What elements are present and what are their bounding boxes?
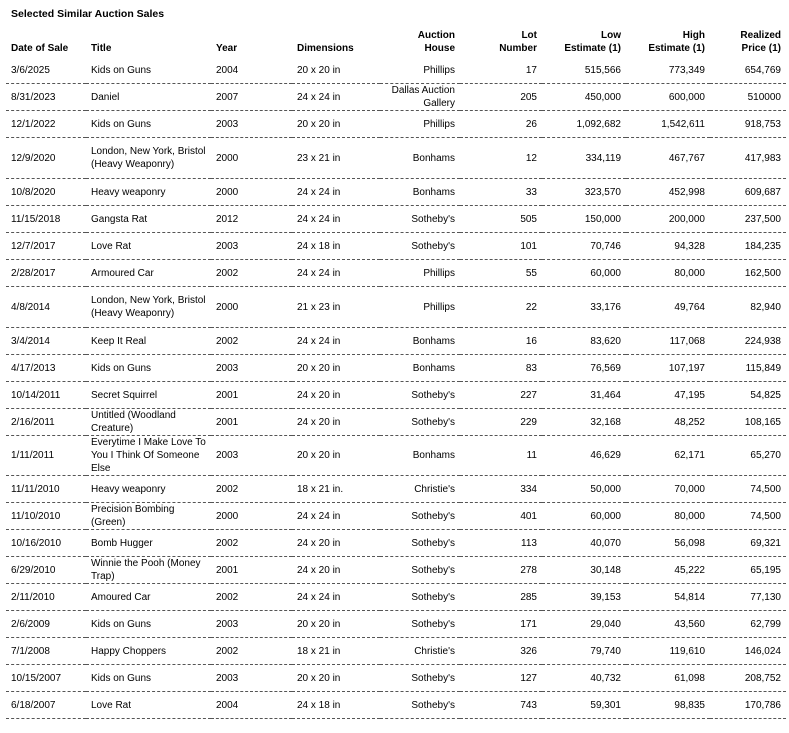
- cell-high-estimate: 54,814: [674, 591, 705, 603]
- cell-dimensions: 24 x 20 in: [297, 389, 341, 401]
- cell-title: Gangsta Rat: [91, 213, 148, 225]
- cell-realized-price: 74,500: [750, 510, 781, 522]
- cell-title: Kids on Guns: [91, 362, 152, 374]
- cell-low-estimate: 79,740: [590, 645, 621, 657]
- cell-lot-number: 17: [525, 64, 537, 76]
- table-heading: Selected Similar Auction Sales: [11, 8, 165, 20]
- cell-year: 2001: [216, 416, 239, 428]
- cell-auction-house: Bonhams: [412, 450, 455, 461]
- auction-sales-table: [6, 22, 786, 719]
- cell-high-estimate: 98,835: [674, 699, 705, 711]
- cell-date-of-sale: 12/7/2017: [11, 240, 56, 252]
- cell-lot-number: 22: [525, 301, 537, 313]
- cell-lot-number: 55: [525, 267, 537, 279]
- cell-lot-number: 33: [525, 186, 537, 198]
- cell-realized-price: 82,940: [750, 301, 781, 313]
- cell-low-estimate: 70,746: [590, 240, 621, 252]
- cell-lot-number: 285: [520, 591, 537, 603]
- cell-dimensions: 24 x 24 in: [297, 335, 341, 347]
- cell-realized-price: 417,983: [744, 152, 781, 164]
- col-header-lot-number: Lot Number: [499, 30, 537, 54]
- cell-year: 2004: [216, 699, 239, 711]
- cell-title: Kids on Guns: [91, 64, 152, 76]
- cell-low-estimate: 40,070: [590, 537, 621, 549]
- cell-high-estimate: 56,098: [674, 537, 705, 549]
- table-row: [6, 436, 786, 476]
- cell-low-estimate: 334,119: [585, 152, 621, 164]
- cell-low-estimate: 46,629: [590, 450, 621, 461]
- table-row: [6, 328, 786, 355]
- cell-dimensions: 24 x 18 in: [297, 699, 341, 711]
- cell-realized-price: 69,321: [750, 537, 781, 549]
- cell-dimensions: 18 x 21 in.: [297, 483, 344, 495]
- cell-realized-price: 146,024: [744, 645, 781, 657]
- cell-auction-house: Sotheby's: [411, 240, 455, 252]
- cell-date-of-sale: 3/6/2025: [11, 64, 50, 76]
- cell-title: Daniel: [91, 91, 120, 103]
- cell-high-estimate: 467,767: [668, 152, 705, 164]
- cell-lot-number: 16: [525, 335, 537, 347]
- cell-low-estimate: 33,176: [590, 301, 621, 313]
- cell-realized-price: 77,130: [750, 591, 781, 603]
- cell-dimensions: 20 x 20 in: [297, 118, 341, 130]
- cell-realized-price: 62,799: [750, 618, 781, 630]
- cell-low-estimate: 31,464: [590, 389, 621, 401]
- cell-year: 2012: [216, 213, 239, 225]
- cell-lot-number: 11: [526, 450, 537, 461]
- table-row: [6, 476, 786, 503]
- cell-dimensions: 24 x 24 in: [297, 267, 341, 279]
- table-row: [6, 287, 786, 328]
- cell-dimensions: 24 x 24 in: [297, 186, 341, 198]
- cell-auction-house: Sotheby's: [411, 213, 455, 225]
- cell-high-estimate: 80,000: [674, 510, 705, 522]
- cell-year: 2003: [216, 362, 239, 374]
- cell-auction-house: Sotheby's: [411, 564, 455, 576]
- cell-title: Bomb Hugger: [91, 537, 153, 549]
- cell-high-estimate: 45,222: [674, 564, 705, 576]
- col-header-low-estimate: Low Estimate (1): [564, 30, 621, 54]
- cell-year: 2000: [216, 510, 239, 522]
- cell-date-of-sale: 7/1/2008: [11, 645, 50, 657]
- cell-date-of-sale: 6/18/2007: [11, 699, 56, 711]
- cell-dimensions: 24 x 24 in: [297, 91, 341, 103]
- cell-lot-number: 205: [520, 91, 537, 103]
- cell-date-of-sale: 4/8/2014: [11, 301, 50, 313]
- cell-realized-price: 74,500: [750, 483, 781, 495]
- cell-auction-house: Christie's: [414, 645, 455, 657]
- cell-high-estimate: 48,252: [674, 416, 705, 428]
- cell-date-of-sale: 1/11/2011: [11, 450, 55, 461]
- cell-date-of-sale: 2/16/2011: [11, 416, 55, 428]
- col-header-realized-price: Realized Price (1): [740, 30, 781, 54]
- cell-title: London, New York, Bristol (Heavy Weaponry): [91, 146, 206, 170]
- cell-realized-price: 162,500: [744, 267, 781, 279]
- cell-realized-price: 54,825: [750, 389, 781, 401]
- cell-low-estimate: 30,148: [590, 564, 621, 576]
- cell-high-estimate: 600,000: [668, 91, 705, 103]
- cell-low-estimate: 59,301: [590, 699, 621, 711]
- cell-year: 2002: [216, 335, 239, 347]
- cell-dimensions: 24 x 20 in: [297, 416, 341, 428]
- cell-title: Amoured Car: [91, 591, 151, 603]
- cell-high-estimate: 47,195: [674, 389, 705, 401]
- cell-title: London, New York, Bristol (Heavy Weaponry): [91, 295, 206, 319]
- cell-auction-house: Bonhams: [412, 152, 455, 164]
- cell-date-of-sale: 2/28/2017: [11, 267, 56, 279]
- cell-lot-number: 334: [520, 483, 537, 495]
- cell-lot-number: 12: [525, 152, 537, 164]
- table-row: [6, 382, 786, 409]
- table-row: [6, 179, 786, 206]
- col-header-high-estimate: High Estimate (1): [648, 30, 705, 54]
- table-row: [6, 638, 786, 665]
- cell-title: Untitled (Woodland Creature): [91, 410, 176, 434]
- cell-title: Love Rat: [91, 240, 132, 252]
- cell-dimensions: 24 x 24 in: [297, 591, 341, 603]
- cell-lot-number: 26: [525, 118, 537, 130]
- cell-low-estimate: 50,000: [590, 483, 621, 495]
- cell-dimensions: 24 x 24 in: [297, 213, 341, 225]
- cell-low-estimate: 1,092,682: [576, 118, 621, 130]
- cell-auction-house: Phillips: [423, 118, 455, 130]
- cell-year: 2003: [216, 240, 239, 252]
- cell-title: Keep It Real: [91, 335, 147, 347]
- table-row: [6, 111, 786, 138]
- cell-date-of-sale: 2/11/2010: [11, 591, 55, 603]
- cell-auction-house: Bonhams: [412, 362, 455, 374]
- cell-lot-number: 127: [520, 672, 537, 684]
- cell-year: 2000: [216, 301, 239, 313]
- cell-auction-house: Sotheby's: [411, 618, 455, 630]
- cell-high-estimate: 61,098: [674, 672, 705, 684]
- cell-high-estimate: 452,998: [668, 186, 705, 198]
- cell-dimensions: 18 x 21 in: [297, 645, 341, 657]
- cell-high-estimate: 49,764: [674, 301, 705, 313]
- cell-date-of-sale: 6/29/2010: [11, 564, 56, 576]
- cell-year: 2007: [216, 91, 239, 103]
- cell-date-of-sale: 4/17/2013: [11, 362, 56, 374]
- table-row: [6, 557, 786, 584]
- cell-title: Heavy weaponry: [91, 186, 166, 198]
- cell-high-estimate: 94,328: [674, 240, 705, 252]
- table-row: [6, 584, 786, 611]
- cell-lot-number: 278: [520, 564, 537, 576]
- cell-realized-price: 65,270: [750, 450, 781, 461]
- table-row: [6, 84, 786, 111]
- cell-lot-number: 505: [520, 213, 537, 225]
- cell-year: 2001: [216, 389, 239, 401]
- cell-year: 2000: [216, 186, 239, 198]
- cell-high-estimate: 80,000: [674, 267, 705, 279]
- cell-dimensions: 23 x 21 in: [297, 152, 341, 164]
- table-row: [6, 503, 786, 530]
- cell-auction-house: Bonhams: [412, 186, 455, 198]
- cell-auction-house: Christie's: [414, 483, 455, 495]
- cell-high-estimate: 773,349: [668, 64, 705, 76]
- cell-low-estimate: 32,168: [590, 416, 621, 428]
- cell-title: Secret Squirrel: [91, 389, 158, 401]
- cell-low-estimate: 150,000: [584, 213, 621, 225]
- cell-lot-number: 326: [520, 645, 537, 657]
- cell-low-estimate: 76,569: [590, 362, 621, 374]
- cell-realized-price: 184,235: [744, 240, 781, 252]
- col-header-dimensions: Dimensions: [297, 43, 354, 54]
- cell-lot-number: 101: [520, 240, 537, 252]
- cell-title: Love Rat: [91, 699, 132, 711]
- cell-low-estimate: 450,000: [584, 91, 621, 103]
- cell-dimensions: 24 x 20 in: [297, 564, 341, 576]
- cell-lot-number: 83: [525, 362, 537, 374]
- cell-year: 2003: [216, 450, 239, 461]
- cell-auction-house: Sotheby's: [411, 510, 455, 522]
- cell-low-estimate: 83,620: [590, 335, 621, 347]
- cell-auction-house: Sotheby's: [411, 537, 455, 549]
- cell-realized-price: 237,500: [744, 213, 781, 225]
- cell-high-estimate: 107,197: [668, 362, 705, 374]
- cell-title: Everytime I Make Love To You I Think Of Someone Else: [91, 437, 206, 474]
- cell-auction-house: Sotheby's: [411, 591, 455, 603]
- cell-lot-number: 171: [520, 618, 537, 630]
- cell-lot-number: 227: [520, 389, 537, 401]
- cell-high-estimate: 1,542,611: [661, 118, 705, 130]
- cell-title: Happy Choppers: [91, 645, 167, 657]
- cell-high-estimate: 70,000: [674, 483, 705, 495]
- cell-auction-house: Sotheby's: [411, 672, 455, 684]
- table-row: [6, 206, 786, 233]
- cell-dimensions: 20 x 20 in: [297, 672, 341, 684]
- cell-dimensions: 24 x 20 in: [297, 537, 341, 549]
- col-header-title: Title: [91, 43, 112, 54]
- cell-dimensions: 20 x 20 in: [297, 618, 341, 630]
- cell-realized-price: 208,752: [744, 672, 781, 684]
- cell-date-of-sale: 11/10/2010: [11, 510, 61, 522]
- table-row: [6, 138, 786, 179]
- cell-low-estimate: 29,040: [590, 618, 621, 630]
- cell-auction-house: Dallas Auction Gallery: [391, 85, 455, 109]
- cell-date-of-sale: 10/14/2011: [11, 389, 61, 401]
- cell-year: 2002: [216, 483, 239, 495]
- cell-dimensions: 24 x 18 in: [297, 240, 341, 252]
- cell-title: Kids on Guns: [91, 672, 152, 684]
- cell-realized-price: 115,849: [745, 362, 781, 374]
- cell-year: 2000: [216, 152, 239, 164]
- cell-date-of-sale: 10/8/2020: [11, 186, 56, 198]
- cell-low-estimate: 60,000: [590, 510, 621, 522]
- cell-date-of-sale: 10/16/2010: [11, 537, 62, 549]
- cell-year: 2002: [216, 645, 239, 657]
- cell-date-of-sale: 11/11/2010: [11, 483, 60, 495]
- cell-low-estimate: 323,570: [584, 186, 621, 198]
- table-row: [6, 260, 786, 287]
- cell-year: 2003: [216, 118, 239, 130]
- cell-date-of-sale: 12/9/2020: [11, 152, 56, 164]
- table-row: [6, 57, 786, 84]
- cell-date-of-sale: 11/15/2018: [11, 213, 61, 225]
- cell-high-estimate: 200,000: [668, 213, 705, 225]
- cell-year: 2003: [216, 672, 239, 684]
- cell-dimensions: 20 x 20 in: [297, 450, 341, 461]
- cell-lot-number: 229: [520, 416, 537, 428]
- cell-title: Kids on Guns: [91, 618, 152, 630]
- cell-realized-price: 108,165: [744, 416, 781, 428]
- cell-year: 2002: [216, 537, 239, 549]
- cell-auction-house: Phillips: [423, 267, 455, 279]
- cell-date-of-sale: 12/1/2022: [11, 118, 56, 130]
- cell-dimensions: 24 x 24 in: [297, 510, 341, 522]
- cell-dimensions: 20 x 20 in: [297, 362, 341, 374]
- cell-high-estimate: 119,610: [669, 645, 705, 657]
- cell-realized-price: 170,786: [744, 699, 781, 711]
- cell-date-of-sale: 2/6/2009: [11, 618, 50, 630]
- cell-title: Heavy weaponry: [91, 483, 166, 495]
- table-row: [6, 692, 786, 719]
- cell-dimensions: 20 x 20 in: [297, 64, 341, 76]
- cell-lot-number: 743: [520, 699, 537, 711]
- cell-title: Armoured Car: [91, 267, 154, 279]
- cell-realized-price: 65,195: [750, 564, 781, 576]
- header-row: [6, 22, 786, 57]
- cell-year: 2002: [216, 591, 239, 603]
- cell-realized-price: 609,687: [744, 186, 781, 198]
- cell-auction-house: Phillips: [423, 301, 455, 313]
- cell-high-estimate: 43,560: [674, 618, 705, 630]
- table-row: [6, 611, 786, 638]
- cell-realized-price: 510000: [747, 91, 781, 103]
- table-row: [6, 233, 786, 260]
- cell-auction-house: Sotheby's: [411, 389, 455, 401]
- cell-realized-price: 654,769: [744, 64, 781, 76]
- table-row: [6, 665, 786, 692]
- cell-low-estimate: 60,000: [590, 267, 621, 279]
- cell-high-estimate: 117,068: [669, 335, 705, 347]
- cell-lot-number: 113: [521, 537, 537, 549]
- cell-date-of-sale: 10/15/2007: [11, 672, 62, 684]
- cell-high-estimate: 62,171: [674, 450, 705, 461]
- cell-year: 2002: [216, 267, 239, 279]
- cell-auction-house: Phillips: [423, 64, 455, 76]
- cell-year: 2004: [216, 64, 239, 76]
- cell-realized-price: 224,938: [744, 335, 781, 347]
- cell-title: Precision Bombing (Green): [91, 504, 175, 528]
- cell-title: Winnie the Pooh (Money Trap): [91, 558, 201, 582]
- cell-low-estimate: 515,566: [584, 64, 621, 76]
- cell-lot-number: 401: [520, 510, 537, 522]
- cell-year: 2001: [216, 564, 239, 576]
- cell-dimensions: 21 x 23 in: [297, 301, 341, 313]
- table-row: [6, 409, 786, 436]
- cell-title: Kids on Guns: [91, 118, 152, 130]
- cell-date-of-sale: 3/4/2014: [11, 335, 50, 347]
- cell-realized-price: 918,753: [744, 118, 781, 130]
- col-header-date: Date of Sale: [11, 43, 69, 54]
- cell-auction-house: Sotheby's: [411, 416, 455, 428]
- cell-auction-house: Sotheby's: [411, 699, 455, 711]
- cell-auction-house: Bonhams: [412, 335, 455, 347]
- cell-low-estimate: 40,732: [590, 672, 621, 684]
- table-row: [6, 355, 786, 382]
- col-header-year: Year: [216, 43, 238, 54]
- cell-year: 2003: [216, 618, 239, 630]
- col-header-auction-house: Auction House: [417, 30, 455, 54]
- cell-date-of-sale: 8/31/2023: [11, 91, 56, 103]
- table-row: [6, 530, 786, 557]
- cell-low-estimate: 39,153: [590, 591, 621, 603]
